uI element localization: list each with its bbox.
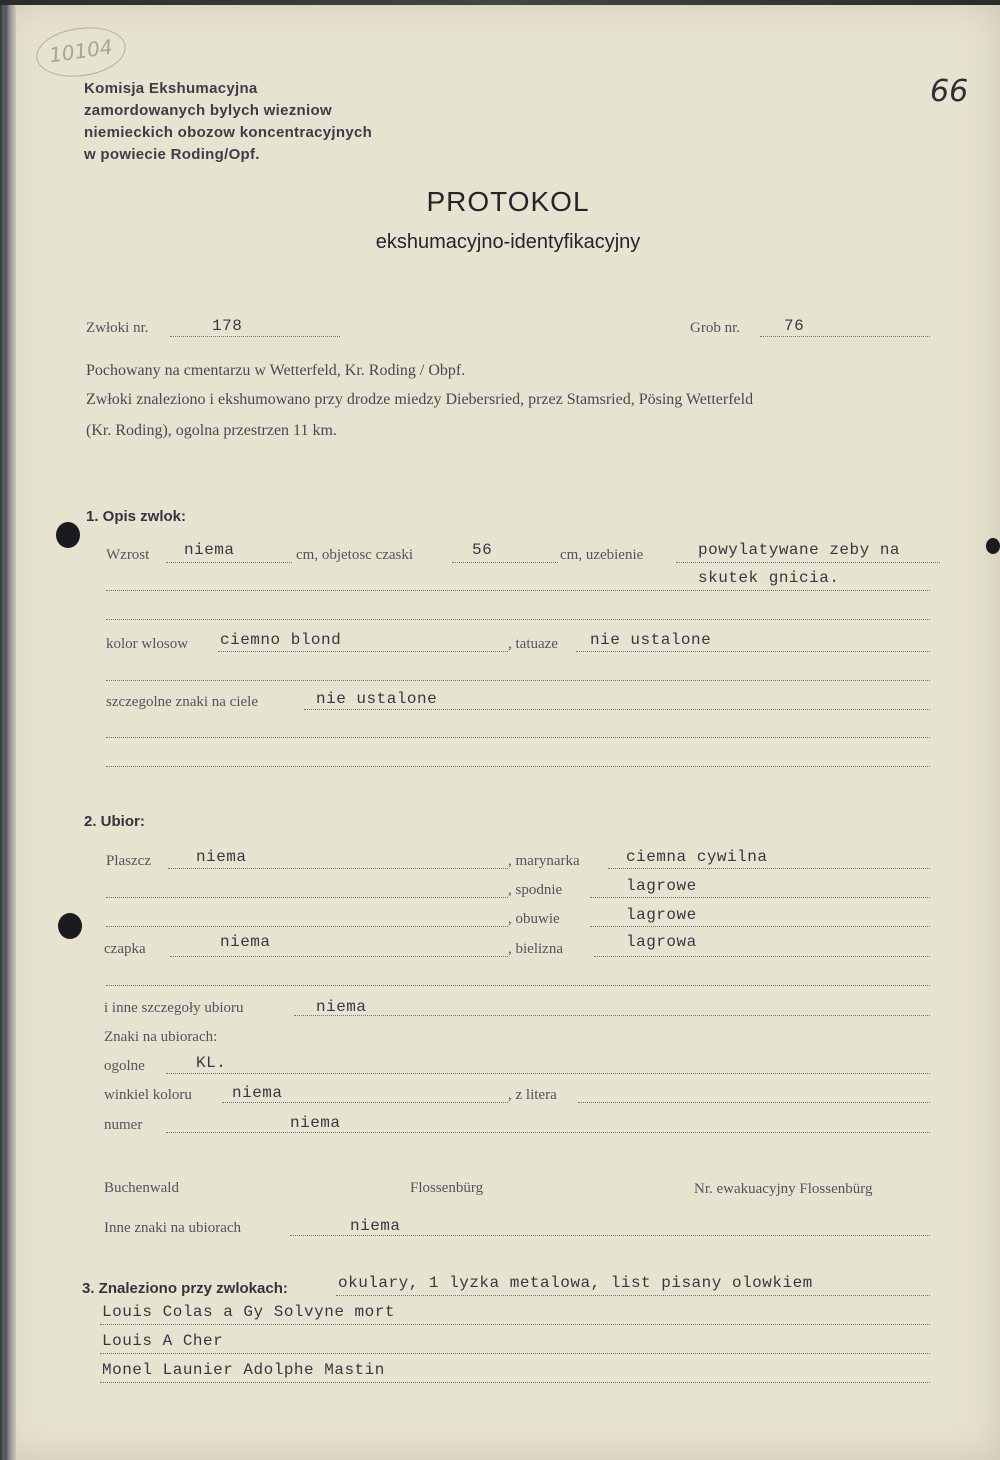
- flossenburg-label: Flossenbürg: [410, 1180, 484, 1196]
- marynarka-label: , marynarka: [508, 853, 580, 869]
- bielizna-value: lagrowa: [626, 933, 697, 951]
- winkiel-label: winkiel koloru: [104, 1087, 192, 1103]
- archive-stamp: 10104: [33, 22, 129, 82]
- found-line-3: Louis A Cher: [102, 1332, 224, 1350]
- intro-line-3: (Kr. Roding), ogolna przestrzen 11 km.: [86, 422, 337, 439]
- znaki-cialo-label: szczegolne znaki na ciele: [106, 694, 258, 710]
- commission-line-3: niemieckich obozow koncentracyjnych: [84, 124, 373, 141]
- zwloki-value: 178: [212, 317, 243, 335]
- spodnie-dotline: [590, 897, 930, 898]
- wzrost-value: niema: [184, 541, 235, 559]
- obuwie-label: , obuwie: [508, 911, 560, 927]
- section-3-heading: 3. Znaleziono przy zwlokach:: [82, 1280, 288, 1297]
- bielizna-dotline: [594, 956, 930, 957]
- kolor-value: ciemno blond: [220, 631, 342, 649]
- page-number: 66: [930, 74, 969, 109]
- ogolne-value: KL.: [196, 1054, 227, 1072]
- z-litera-dotline: [578, 1102, 930, 1103]
- cm-czaszka-label: cm, objetosc czaski: [296, 547, 414, 563]
- punch-hole-bottom: [58, 913, 82, 939]
- obuwie-left-dotline: [106, 926, 508, 927]
- marynarka-dotline: [608, 868, 930, 869]
- found-dotline-4: [100, 1382, 930, 1383]
- uzebienie-value-2: skutek gnicia.: [698, 569, 840, 587]
- found-line-1: okulary, 1 lyzka metalowa, list pisany olowkiem: [338, 1274, 813, 1292]
- found-line-4: Monel Launier Adolphe Mastin: [102, 1361, 385, 1379]
- scan-edge-left: [0, 0, 16, 1460]
- found-dotline-2: [100, 1324, 930, 1325]
- tatuaze-dotline: [576, 651, 930, 652]
- wzrost-dotline: [166, 562, 292, 563]
- czaszka-value: 56: [472, 541, 493, 559]
- inne-znaki-value: niema: [350, 1217, 401, 1235]
- uzebienie-dotline-1: [676, 562, 940, 563]
- winkiel-value: niema: [232, 1084, 283, 1102]
- commission-line-4: w powiecie Roding/Opf.: [84, 146, 260, 163]
- czaszka-dotline: [452, 562, 558, 563]
- uzebienie-dotline-2: [106, 590, 930, 591]
- winkiel-dotline: [222, 1102, 508, 1103]
- plaszcz-value: niema: [196, 848, 247, 866]
- section-1-heading: 1. Opis zwlok:: [86, 508, 187, 525]
- z-litera-label: , z litera: [508, 1087, 557, 1103]
- blank-dotline-4: [106, 766, 930, 767]
- inne-znaki-dotline: [290, 1235, 930, 1236]
- edge-mark-right: [986, 538, 1000, 554]
- blank-dotline-3: [106, 737, 930, 738]
- ogolne-dotline: [166, 1073, 930, 1074]
- ogolne-label: ogolne: [104, 1058, 145, 1074]
- spodnie-left-dotline: [106, 897, 508, 898]
- blank-dotline-1: [106, 619, 930, 620]
- znaki-cialo-dotline: [304, 709, 930, 710]
- found-line-2: Louis Colas a Gy Solvyne mort: [102, 1303, 395, 1321]
- scan-edge-top: [0, 0, 1000, 5]
- document-subtitle: ekshumacyjno-identyfikacyjny: [375, 231, 641, 253]
- commission-line-2: zamordowanych bylych wiezniow: [84, 102, 332, 119]
- inne-szczegoly-value: niema: [316, 998, 367, 1016]
- commission-line-1: Komisja Ekshumacyjna: [84, 80, 258, 97]
- numer-value: niema: [290, 1114, 341, 1132]
- commission-header: [84, 78, 372, 166]
- bielizna-label: , bielizna: [508, 941, 563, 957]
- intro-line-1: Pochowany na cmentarzu w Wetterfeld, Kr. Roding / Obpf.: [86, 362, 466, 379]
- kolor-dotline: [218, 651, 508, 652]
- intro-line-2: Zwłoki znaleziono i ekshumowano przy drodze miedzy Diebersried, przez Stamsried, Pösing Wetterfeld: [86, 391, 754, 408]
- found-dotline-1: [336, 1295, 930, 1296]
- spodnie-value: lagrowe: [626, 877, 697, 895]
- blank-dotline-5: [106, 985, 930, 986]
- znaki-ubior-label: Znaki na ubiorach:: [104, 1029, 218, 1045]
- plaszcz-dotline: [168, 868, 508, 869]
- inne-szczegoly-label: i inne szczegoły ubioru: [104, 1000, 244, 1016]
- plaszcz-label: Plaszcz: [106, 853, 151, 869]
- tatuaze-value: nie ustalone: [590, 631, 712, 649]
- czapka-dotline: [170, 956, 508, 957]
- spodnie-label: , spodnie: [508, 882, 563, 898]
- kolor-label: kolor wlosow: [106, 636, 189, 652]
- grob-label: Grob nr.: [690, 320, 740, 336]
- tatuaze-label: , tatuaze: [508, 636, 558, 652]
- wzrost-label: Wzrost: [106, 547, 150, 563]
- found-dotline-3: [100, 1353, 930, 1354]
- grob-dotline: [760, 336, 930, 337]
- czapka-value: niema: [220, 933, 271, 951]
- inne-znaki-label: Inne znaki na ubiorach: [104, 1220, 242, 1236]
- punch-hole-top: [56, 522, 80, 548]
- marynarka-value: ciemna cywilna: [626, 848, 768, 866]
- section-2-heading: 2. Ubior:: [84, 813, 145, 830]
- zwloki-dotline: [170, 336, 340, 337]
- inne-szczegoly-dotline: [294, 1015, 930, 1016]
- document-title: PROTOKOL: [426, 186, 590, 217]
- czapka-label: czapka: [104, 941, 146, 957]
- obuwie-value: lagrowe: [626, 906, 697, 924]
- cm-uzebienie-label: cm, uzebienie: [560, 547, 644, 563]
- uzebienie-value-1: powylatywane zeby na: [698, 541, 901, 559]
- znaki-cialo-value: nie ustalone: [316, 690, 438, 708]
- buchenwald-label: Buchenwald: [104, 1180, 179, 1196]
- ewakuacyjny-label: Nr. ewakuacyjny Flossenbürg: [694, 1181, 873, 1197]
- zwloki-label: Zwłoki nr.: [86, 320, 149, 336]
- blank-dotline-2: [106, 680, 930, 681]
- obuwie-dotline: [590, 926, 930, 927]
- numer-label: numer: [104, 1117, 143, 1133]
- grob-value: 76: [784, 317, 805, 335]
- numer-dotline: [166, 1132, 930, 1133]
